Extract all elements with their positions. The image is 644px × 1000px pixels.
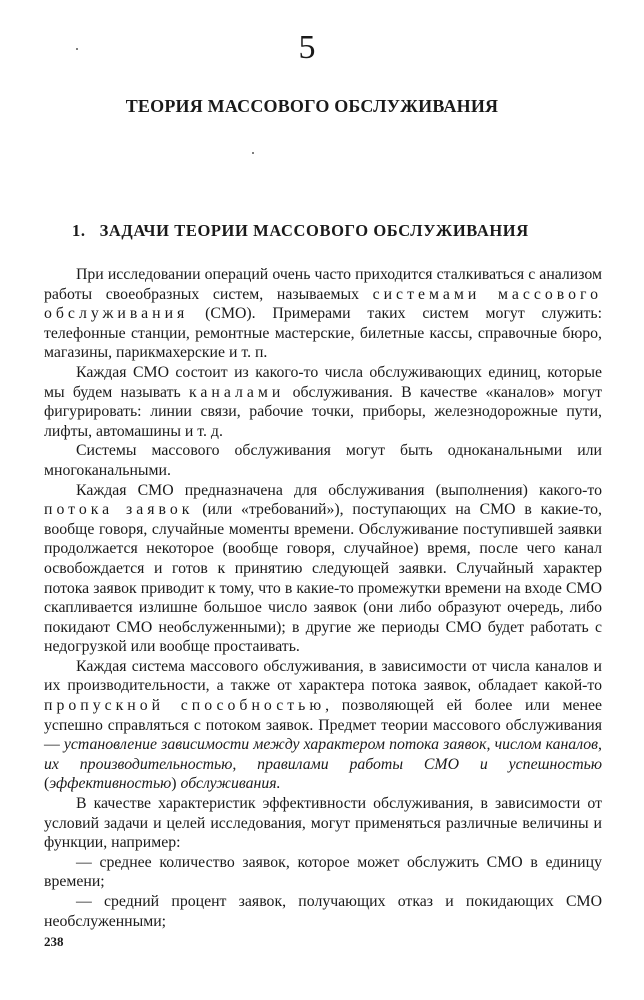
- text-run: ): [171, 775, 181, 793]
- print-speck: [252, 152, 254, 154]
- spaced-term: пропускной способностью: [44, 697, 326, 715]
- spaced-term: потока заявок: [44, 501, 194, 519]
- text-run: , позволяющей ей более или менее успешно справляться с потоком заявок. Предмет теории массового обслуживания —: [44, 697, 602, 754]
- paragraph: [44, 657, 602, 794]
- italic-text: установление зависимости между характером потока заявок, числом каналов, их производительностью, правилами работы СМО и успешностью: [44, 736, 602, 773]
- paragraph: В качестве характеристик эффективности обслуживания, в зависимости от условий задачи и целей исследования, могут применяться различные величины и функции, например:: [44, 795, 602, 852]
- text-run: Каждая СМО состоит из какого-то числа обслуживающих единиц, которые мы будем называть: [44, 363, 602, 401]
- body-text: [44, 265, 602, 931]
- text-run: обслуживания. В качестве «каналов» могут фигурировать: линии связи, рабочие точки, приборы, железнодорожные пути, лифты, автомашины и т. д.: [44, 383, 603, 440]
- paragraph: Системы массового обслуживания могут быть одноканальными или многоканальными.: [44, 442, 602, 479]
- text-run: При исследовании операций очень часто приходится сталкиваться с анализом работы своеобразных систем, называемых: [44, 266, 602, 303]
- section-heading: [72, 220, 529, 242]
- text-run: (или «требований»), поступающих на СМО в какие-то, вообще говоря, случайные моменты времени. Обслуживание поступившей заявки продолжается некоторое (вообще говоря, случайное) время, после чего канал освобождается и готов к принятию следующей заявки. Случайный характер потока заявок приводит к тому, что в какие-то промежутки времени на входе СМО скапливается излишне большое число заявок (они либо образуют очередь, либо покидают СМО необслуженными); в другие же периоды СМО будет работать с недогрузкой или вообще простаивать.: [44, 501, 602, 656]
- text-run: (СМО). Примерами таких систем могут служить: телефонные станции, ремонтные мастерские, билетные кассы, справочные бюро, магазины, парикмахерские и т. п.: [44, 305, 602, 362]
- list-item: — средний процент заявок, получающих отказ и покидающих СМО необслуженными;: [44, 893, 602, 930]
- spaced-term: системами массового обслуживания: [44, 285, 603, 323]
- section-number: 1.: [72, 221, 86, 240]
- text-run: (: [44, 775, 50, 793]
- italic-text: эффективностью: [49, 775, 172, 793]
- text-run: Каждая СМО предназначена для обслуживания (выполнения) какого-то: [76, 481, 602, 499]
- chapter-number: 5: [298, 29, 316, 66]
- list-item: — среднее количество заявок, которое может обслужить СМО в единицу времени;: [44, 853, 602, 891]
- chapter-title: ТЕОРИЯ МАССОВОГО ОБСЛУЖИВАНИЯ: [125, 96, 499, 116]
- text-run: Каждая система массового обслуживания, в зависимости от числа каналов и их производительности, а также от характера потока заявок, обладает какой-то: [44, 657, 602, 695]
- page-number: 238: [44, 934, 64, 949]
- paragraph: [44, 265, 602, 363]
- section-title: ЗАДАЧИ ТЕОРИИ МАССОВОГО ОБСЛУЖИВАНИЯ: [99, 221, 529, 240]
- spaced-term: каналами: [188, 383, 285, 401]
- paragraph: [44, 481, 602, 657]
- italic-text: обслуживания.: [180, 775, 281, 793]
- paragraph: [44, 363, 602, 441]
